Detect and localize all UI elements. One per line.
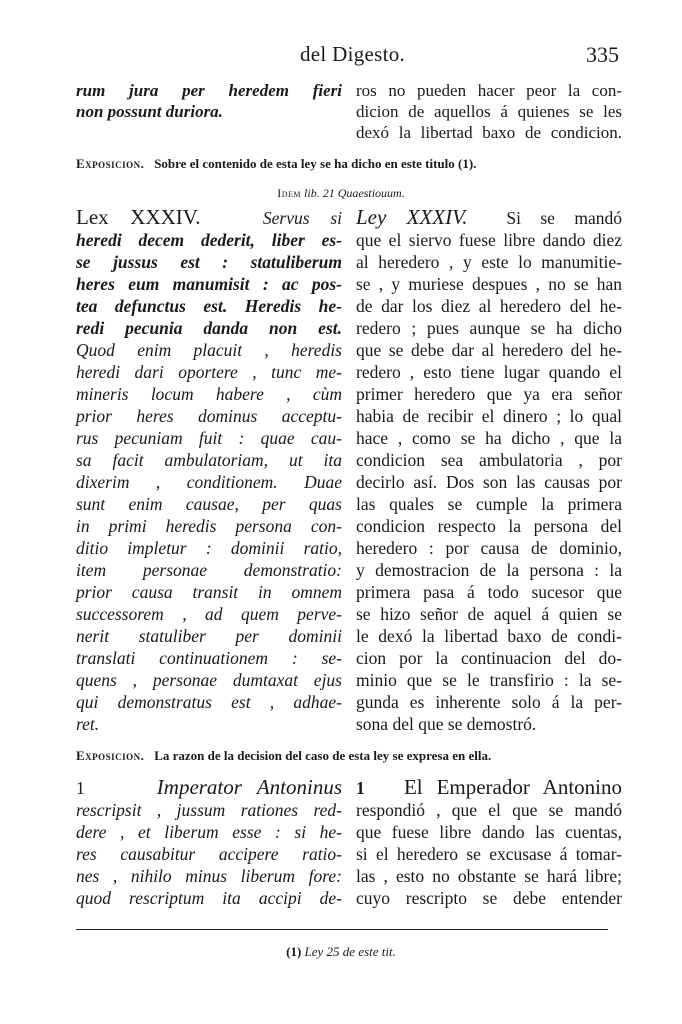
exposicion-text: Sobre el contenido de esta ley se ha dicho en este titulo (1).	[154, 156, 477, 171]
text-line: primera pasa á todo sucesor que	[356, 582, 622, 602]
text-line-fragment: Imperator Antoninus	[156, 775, 343, 799]
source-author: Idem	[277, 186, 302, 200]
text-line: res causabitur accipere ratio-	[76, 844, 342, 864]
text-line: Quod enim placuit , heredis	[76, 340, 342, 360]
text-line: le dexó la libertad baxo de condi-	[356, 626, 622, 646]
text-line: hace , como se ha dicho , que la	[356, 428, 622, 448]
text-line	[356, 206, 622, 229]
text-line: primer heredero que ya era señor	[356, 384, 622, 404]
footnote-rule	[76, 929, 608, 930]
text-line: item personae demonstratio:	[76, 560, 342, 580]
text-line: condicion respecto la persona del	[356, 516, 622, 536]
text-line: redero , esto tiene lugar quando el	[356, 362, 622, 382]
text-line: minio que se le transfirio : la se-	[356, 670, 622, 690]
running-head	[0, 42, 682, 74]
text-line: dicion de aquellos á quienes se les	[356, 102, 622, 121]
footnote-marker: (1)	[286, 944, 302, 959]
exposicion-note	[76, 156, 622, 172]
page-number: 335	[586, 42, 619, 67]
law-heading-spanish: Ley XXXIV.	[356, 205, 468, 229]
section-1-spanish	[356, 776, 622, 909]
text-line: que el siervo fuese libre dando diez	[356, 230, 622, 250]
text-line: dexó la libertad baxo de condicion.	[356, 123, 622, 142]
text-line-fragment: El Emperador Antonino	[403, 775, 622, 799]
text-line: que se debe dar al heredero del he-	[356, 340, 622, 360]
text-line: gunda es inherente solo á la per-	[356, 692, 622, 712]
text-line: ditio impletur : dominii ratio,	[76, 538, 342, 558]
text-line: prior heres dominus acceptu-	[76, 406, 342, 426]
text-line: sona del que se demostró.	[356, 714, 537, 734]
text-line: quens , personae dumtaxat ejus	[76, 670, 342, 690]
text-line: in primi heredis persona con-	[76, 516, 342, 536]
text-line: las , esto no obstante se hará libre;	[356, 866, 622, 886]
exposicion-text: La razon de la decision del caso de esta ley se expresa en ella.	[154, 748, 492, 763]
exposicion-label: Exposicion.	[76, 748, 145, 763]
text-line: qui demonstratus est , adhae-	[76, 692, 342, 712]
text-line: tea defunctus est. Heredis he-	[76, 296, 342, 316]
text-line: cuyo rescripto se debe entender	[356, 888, 622, 908]
text-line: rescripsit , jussum rationes red-	[76, 800, 342, 820]
section-1-latin	[76, 776, 342, 909]
text-line	[356, 776, 622, 799]
text-line: se , y muriese despues , no se han	[356, 274, 622, 294]
text-line: nes , nihilo minus liberum fore:	[76, 866, 342, 886]
text-line: redi pecunia danda non est.	[76, 318, 342, 338]
text-line: y demostracion de la persona : la	[356, 560, 622, 580]
lex-34-latin	[76, 206, 342, 735]
text-line: condicion sea ambulatoria , por	[356, 450, 622, 470]
text-line: heredi decem dederit, liber es-	[76, 230, 342, 250]
text-line: dere , et liberum esse : si he-	[76, 822, 342, 842]
section-number: 1	[356, 778, 365, 798]
ley-34-spanish	[356, 206, 622, 735]
exposicion-note	[76, 748, 622, 764]
text-line: habia de recibir el dinero ; lo qual	[356, 406, 622, 426]
text-line-fragment: Si se mandó	[506, 208, 623, 228]
text-line: heredero : por causa de dominio,	[356, 538, 622, 558]
text-line: ret.	[76, 714, 100, 734]
text-line-fragment: Servus si	[262, 208, 343, 228]
text-line: sa facit ambulatoriam, ut ita	[76, 450, 342, 470]
text-line: se jussus est : statuliberum	[76, 252, 342, 272]
text-line: dixerim , conditionem. Duae	[76, 472, 342, 492]
text-line: mineris locum habere , cùm	[76, 384, 342, 404]
text-line: prior causa transit in omnem	[76, 582, 342, 602]
text-line: nerit statuliber per dominii	[76, 626, 342, 646]
law-heading-latin: Lex XXXIV.	[76, 205, 201, 229]
source-line	[0, 186, 682, 201]
text-line: heres eum manumisit : ac pos-	[76, 274, 342, 294]
text-line: que fuese libre dando las cuentas,	[356, 822, 622, 842]
text-line: redero ; pues aunque se ha dicho	[356, 318, 622, 338]
text-line: al heredero , y este lo manumitie-	[356, 252, 622, 272]
text-line: las quales se cumple la primera	[356, 494, 622, 514]
text-line	[76, 206, 342, 229]
text-line: non possunt duriora.	[76, 102, 223, 121]
text-line: sunt enim causae, per quas	[76, 494, 342, 514]
text-line: rus pecuniam fuit : quae cau-	[76, 428, 342, 448]
text-line: quod rescriptum ita accipi de-	[76, 888, 342, 908]
text-line: translati continuationem : se-	[76, 648, 342, 668]
text-line: respondió , que el que se mandó	[356, 800, 622, 820]
text-line: heredi dari oportere , tunc me-	[76, 362, 342, 382]
spanish-continuation	[356, 80, 622, 143]
text-line: si el heredero se excusase á tomar-	[356, 844, 622, 864]
section-number: 1	[76, 778, 85, 798]
footnote	[0, 944, 682, 960]
text-line: successorem , ad quem perve-	[76, 604, 342, 624]
text-line: cion por la continuacion del do-	[356, 648, 622, 668]
footnote-text: Ley 25 de este tit.	[304, 944, 396, 959]
running-title: del Digesto.	[300, 42, 406, 66]
latin-continuation	[76, 80, 342, 122]
text-line: de dar los diez al heredero del he-	[356, 296, 622, 316]
exposicion-label: Exposicion.	[76, 156, 145, 171]
text-line	[76, 776, 342, 799]
text-line: ros no pueden hacer peor la con-	[356, 81, 622, 100]
text-line: rum jura per heredem fieri	[76, 81, 342, 100]
text-line: se hizo señor de aquel á quien se	[356, 604, 622, 624]
text-line: decirlo así. Dos son las causas por	[356, 472, 622, 492]
source-reference: lib. 21 Quaestiouum.	[304, 186, 405, 200]
